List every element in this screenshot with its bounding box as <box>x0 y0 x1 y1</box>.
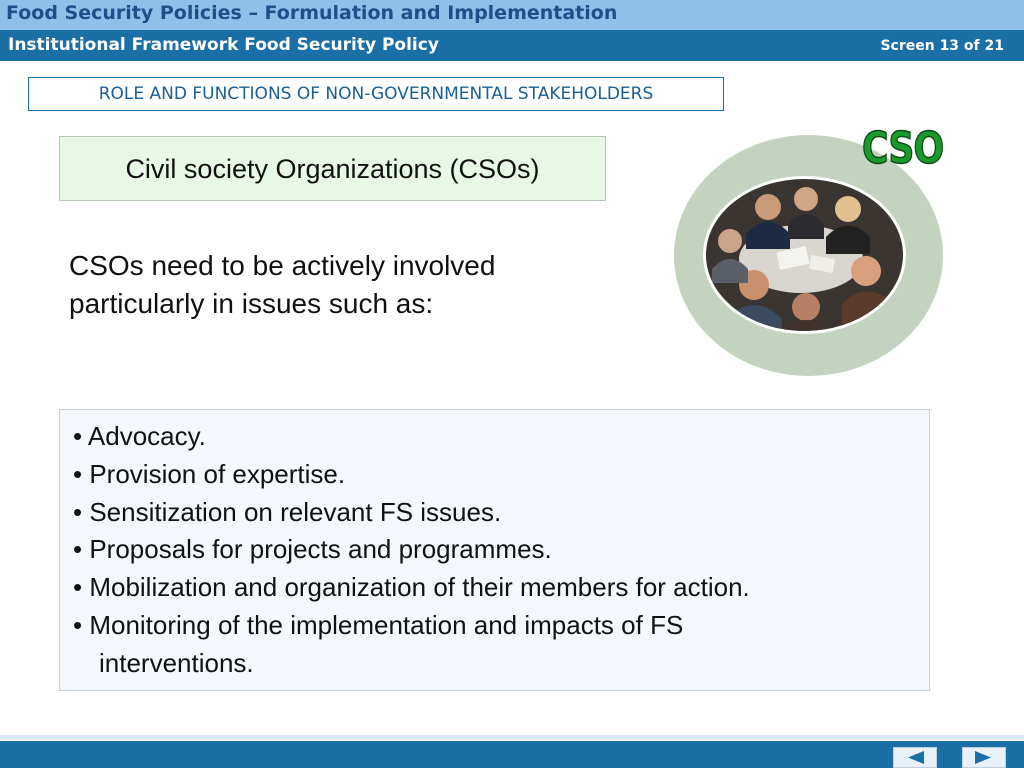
group-meeting-photo <box>703 176 906 334</box>
footer-bar <box>0 741 1024 768</box>
course-title: Food Security Policies – Formulation and Implementation <box>6 2 618 24</box>
list-item: • Advocacy. <box>73 421 206 451</box>
intro-line-1: CSOs need to be actively involved <box>69 250 496 281</box>
right-arrow-icon <box>973 750 995 765</box>
list-item: • Monitoring of the implementation and impacts of FS <box>73 609 684 640</box>
section-title: ROLE AND FUNCTIONS OF NON-GOVERNMENTAL STAKEHOLDERS <box>28 77 724 111</box>
course-title-bar <box>0 0 1024 30</box>
list-item: • Proposals for projects and programmes. <box>73 534 552 565</box>
cso-label: CSO <box>862 123 944 174</box>
previous-screen-button[interactable] <box>893 747 937 768</box>
list-item: • Mobilization and organization of their members for action. <box>73 572 750 603</box>
list-item-continuation: interventions. <box>99 647 254 678</box>
footer-divider <box>0 735 1024 740</box>
module-title: Institutional Framework Food Security Policy <box>8 35 439 55</box>
list-item: • Provision of expertise. <box>73 458 346 489</box>
list-item: • Sensitization on relevant FS issues. <box>73 496 502 527</box>
intro-text <box>69 247 589 323</box>
left-arrow-icon <box>904 750 926 765</box>
topic-heading: Civil society Organizations (CSOs) <box>59 136 606 201</box>
bullet-list <box>59 409 930 691</box>
next-screen-button[interactable] <box>962 747 1006 768</box>
module-title-bar <box>0 30 1024 61</box>
screen-counter: Screen 13 of 21 <box>880 38 1004 54</box>
intro-line-2: particularly in issues such as: <box>69 288 434 319</box>
